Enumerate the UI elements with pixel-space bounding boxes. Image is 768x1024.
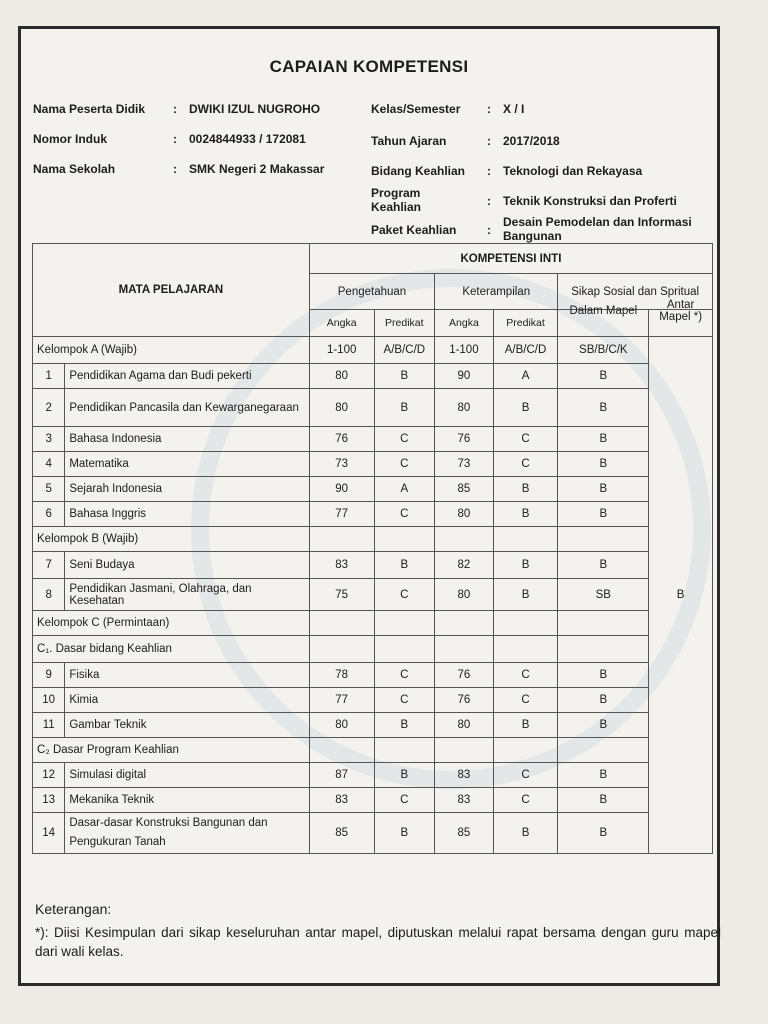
report-frame	[18, 26, 720, 986]
scale-skill-predicate: A/B/C/D	[493, 337, 558, 364]
table-row	[33, 364, 713, 389]
knowledge-predicate: C	[374, 502, 435, 527]
value-school-name: SMK Negeri 2 Makassar	[189, 162, 325, 176]
row-number: 4	[33, 452, 65, 477]
row-number: 1	[33, 364, 65, 389]
label-school-name: Nama Sekolah	[33, 162, 116, 176]
knowledge-predicate: B	[374, 389, 435, 427]
header-skill-predicate: Predikat	[493, 310, 558, 337]
knowledge-score: 76	[309, 427, 374, 452]
row-number: 13	[33, 788, 65, 813]
table-row	[33, 813, 713, 854]
knowledge-score: 78	[309, 663, 374, 688]
subject-name: Bahasa Inggris	[65, 502, 310, 527]
knowledge-predicate: B	[374, 813, 435, 854]
skill-score: 85	[435, 477, 494, 502]
attitude-in-subject: B	[558, 688, 649, 713]
attitude-in-subject: B	[558, 788, 649, 813]
row-number: 14	[33, 813, 65, 854]
subject-name: Sejarah Indonesia	[65, 477, 310, 502]
subject-name: Pendidikan Pancasila dan Kewarganegaraan	[65, 389, 310, 427]
attitude-in-subject: B	[558, 552, 649, 579]
skill-predicate: C	[493, 427, 558, 452]
skill-score: 83	[435, 763, 494, 788]
knowledge-score: 77	[309, 688, 374, 713]
skill-score: 76	[435, 427, 494, 452]
header-knowledge-score: Angka	[309, 310, 374, 337]
colon: :	[487, 134, 491, 148]
group-label: Kelompok A (Wajib)	[33, 337, 310, 364]
row-number: 7	[33, 552, 65, 579]
row-number: 10	[33, 688, 65, 713]
value-package: Desain Pemodelan dan Informasi Bangunan	[503, 215, 692, 243]
table-row	[33, 688, 713, 713]
row-number: 3	[33, 427, 65, 452]
header-in-subject: Dalam Mapel	[558, 298, 649, 325]
notes-text: *): Diisi Kesimpulan dari sikap keseluruhan antar mapel, diputuskan melalui rapat bersama dengan guru mapel dari wali kelas.	[35, 925, 721, 959]
header-attitude: Sikap Sosial dan Spritual	[558, 274, 713, 310]
page-title: CAPAIAN KOMPETENSI	[269, 57, 469, 76]
scale-skill-score: 1-100	[435, 337, 494, 364]
header-skill: Keterampilan	[435, 274, 558, 310]
value-field: Teknologi dan Rekayasa	[503, 164, 643, 178]
attitude-in-subject: B	[558, 713, 649, 738]
knowledge-score: 90	[309, 477, 374, 502]
row-number: 9	[33, 663, 65, 688]
skill-predicate: C	[493, 788, 558, 813]
skill-score: 82	[435, 552, 494, 579]
knowledge-predicate: B	[374, 552, 435, 579]
knowledge-score: 80	[309, 713, 374, 738]
table-row	[33, 477, 713, 502]
skill-predicate: C	[493, 688, 558, 713]
skill-predicate: C	[493, 452, 558, 477]
table-row	[33, 713, 713, 738]
value-school-year: 2017/2018	[503, 134, 560, 148]
header-skill-score: Angka	[435, 310, 494, 337]
colon: :	[487, 164, 491, 178]
colon: :	[173, 102, 177, 116]
attitude-in-subject: SB	[558, 579, 649, 611]
row-number: 8	[33, 579, 65, 611]
attitude-in-subject: B	[558, 477, 649, 502]
skill-predicate: B	[493, 552, 558, 579]
knowledge-score: 83	[309, 552, 374, 579]
knowledge-predicate: C	[374, 452, 435, 477]
label-student-number: Nomor Induk	[33, 132, 107, 146]
subject-name: Seni Budaya	[65, 552, 310, 579]
notes-heading: Keterangan:	[35, 901, 112, 917]
header-core-competence: KOMPETENSI INTI	[309, 244, 712, 274]
row-number: 6	[33, 502, 65, 527]
knowledge-predicate: A	[374, 477, 435, 502]
value-student-number: 0024844933 / 172081	[189, 132, 306, 146]
skill-predicate: B	[493, 813, 558, 854]
header-knowledge-predicate: Predikat	[374, 310, 435, 337]
row-number: 11	[33, 713, 65, 738]
skill-score: 80	[435, 502, 494, 527]
knowledge-score: 80	[309, 364, 374, 389]
knowledge-score: 83	[309, 788, 374, 813]
attitude-in-subject: B	[558, 452, 649, 477]
table-row	[33, 788, 713, 813]
skill-score: 80	[435, 579, 494, 611]
label-program: Program Keahlian	[371, 186, 422, 214]
value-class-semester: X / I	[503, 102, 525, 116]
skill-score: 85	[435, 813, 494, 854]
value-student-name: DWIKI IZUL NUGROHO	[189, 102, 321, 116]
between-subject-value: B	[649, 337, 713, 854]
table-row	[33, 427, 713, 452]
table-row	[33, 579, 713, 611]
row-number: 5	[33, 477, 65, 502]
skill-score: 80	[435, 389, 494, 427]
knowledge-predicate: B	[374, 763, 435, 788]
group-label: C₂ Dasar Program Keahlian	[33, 738, 310, 763]
subject-name: Simulasi digital	[65, 763, 310, 788]
table-row	[33, 502, 713, 527]
attitude-in-subject: B	[558, 502, 649, 527]
subject-name: Bahasa Indonesia	[65, 427, 310, 452]
group-label: Kelompok C (Permintaan)	[33, 611, 310, 636]
knowledge-score: 87	[309, 763, 374, 788]
knowledge-score: 73	[309, 452, 374, 477]
header-between-subject: Antar Mapel *)	[649, 298, 713, 325]
header-knowledge: Pengetahuan	[309, 274, 434, 310]
subject-name: Kimia	[65, 688, 310, 713]
knowledge-score: 85	[309, 813, 374, 854]
skill-predicate: B	[493, 713, 558, 738]
subject-name: Gambar Teknik	[65, 713, 310, 738]
skill-score: 73	[435, 452, 494, 477]
subject-name: Pendidikan Agama dan Budi pekerti	[65, 364, 310, 389]
row-number: 12	[33, 763, 65, 788]
knowledge-predicate: B	[374, 364, 435, 389]
table-row	[33, 763, 713, 788]
table-row	[33, 552, 713, 579]
skill-predicate: B	[493, 389, 558, 427]
colon: :	[173, 132, 177, 146]
attitude-in-subject: B	[558, 813, 649, 854]
label-package: Paket Keahlian	[371, 223, 457, 237]
skill-score: 76	[435, 688, 494, 713]
skill-predicate: B	[493, 477, 558, 502]
subject-name: Pendidikan Jasmani, Olahraga, dan Kesehatan	[65, 579, 310, 611]
table-row	[33, 663, 713, 688]
subject-name: Mekanika Teknik	[65, 788, 310, 813]
attitude-in-subject: B	[558, 763, 649, 788]
skill-predicate: C	[493, 663, 558, 688]
table-row	[33, 452, 713, 477]
header-subject: MATA PELAJARAN	[33, 244, 310, 337]
label-student-name: Nama Peserta Didik	[33, 102, 146, 116]
group-label: Kelompok B (Wajib)	[33, 527, 310, 552]
scale-attitude: SB/B/C/K	[558, 337, 649, 364]
group-label: C₁. Dasar bidang Keahlian	[33, 636, 310, 663]
subject-name: Matematika	[65, 452, 310, 477]
knowledge-predicate: C	[374, 688, 435, 713]
grades-table	[32, 243, 713, 854]
subject-name: Fisika	[65, 663, 310, 688]
label-school-year: Tahun Ajaran	[371, 134, 447, 148]
skill-score: 80	[435, 713, 494, 738]
skill-score: 90	[435, 364, 494, 389]
knowledge-predicate: C	[374, 663, 435, 688]
knowledge-predicate: B	[374, 713, 435, 738]
scale-knowledge-predicate: A/B/C/D	[374, 337, 435, 364]
skill-predicate: B	[493, 579, 558, 611]
subject-name: Dasar-dasar Konstruksi Bangunan dan Pengukuran Tanah	[65, 813, 310, 854]
attitude-in-subject: B	[558, 364, 649, 389]
skill-predicate: B	[493, 502, 558, 527]
skill-predicate: A	[493, 364, 558, 389]
skill-predicate: C	[493, 763, 558, 788]
attitude-in-subject: B	[558, 389, 649, 427]
attitude-in-subject: B	[558, 663, 649, 688]
colon: :	[487, 102, 491, 116]
knowledge-predicate: C	[374, 427, 435, 452]
skill-score: 83	[435, 788, 494, 813]
knowledge-predicate: C	[374, 788, 435, 813]
label-class-semester: Kelas/Semester	[371, 102, 461, 116]
knowledge-score: 77	[309, 502, 374, 527]
attitude-in-subject: B	[558, 427, 649, 452]
scale-knowledge-score: 1-100	[309, 337, 374, 364]
colon: :	[173, 162, 177, 176]
knowledge-score: 80	[309, 389, 374, 427]
table-row	[33, 389, 713, 427]
row-number: 2	[33, 389, 65, 427]
skill-score: 76	[435, 663, 494, 688]
knowledge-score: 75	[309, 579, 374, 611]
knowledge-predicate: C	[374, 579, 435, 611]
value-program: Teknik Konstruksi dan Proferti	[503, 194, 677, 208]
colon: :	[487, 194, 491, 208]
label-field: Bidang Keahlian	[371, 164, 466, 178]
colon: :	[487, 223, 491, 237]
